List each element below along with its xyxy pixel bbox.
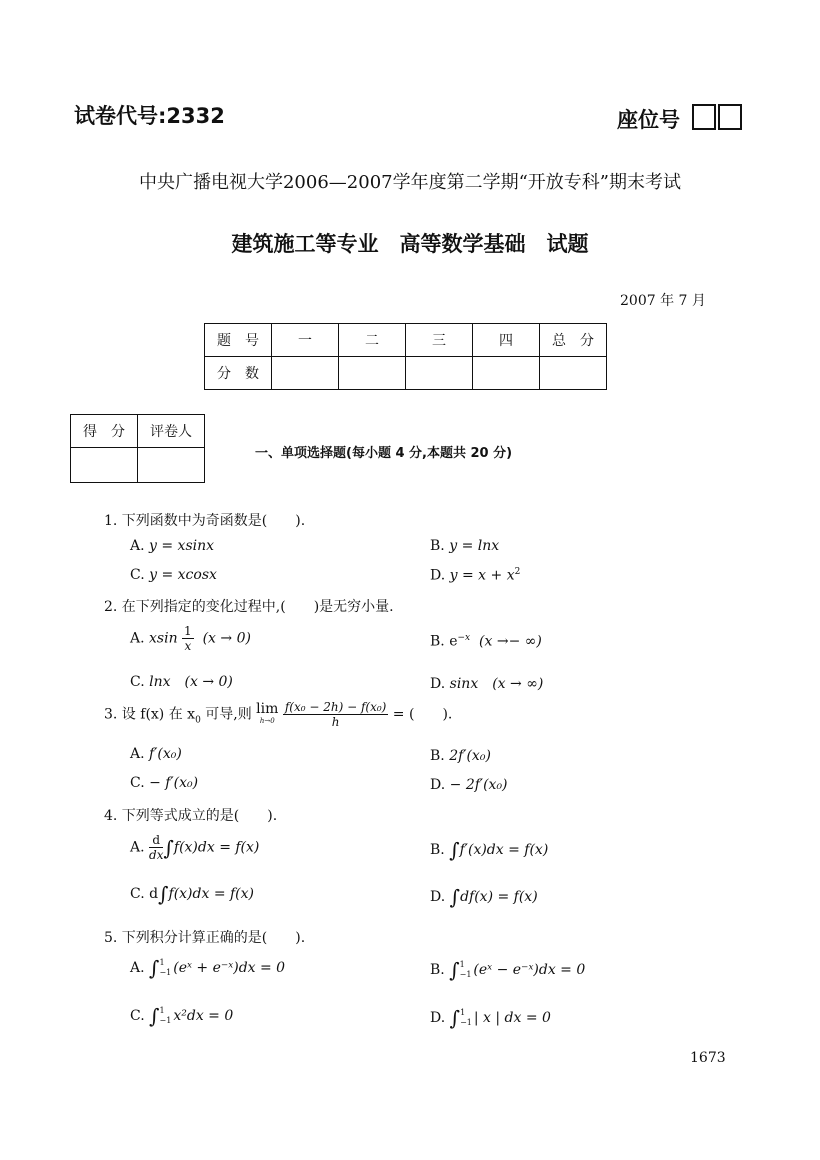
question-5-option-d: D. ∫ 1 −1 | x | dx = 0 (430, 1006, 551, 1030)
question-3-option-c: C. − f′(x₀) (130, 775, 199, 791)
score-table-cell: 三 (406, 324, 473, 357)
question-2-option-b: B. $e^{-x}$ (x →− ∞) (430, 633, 542, 650)
score-entry-cell[interactable] (473, 357, 540, 390)
question-5-option-c: C. ∫ 1 −1 x²dx = 0 (130, 1004, 234, 1028)
page-number: 1673 (690, 1050, 726, 1066)
score-table-cell: 分 数 (205, 357, 272, 390)
grader-entry-cell[interactable] (71, 448, 138, 483)
question-3-stem: 3. 设 f(x) 在 $x_0$ 可导,则 lim h→0 $\frac{\text{f(x₀ − 2h) − f(x₀)}}{h}$ = ( ). (104, 700, 453, 729)
score-table-cell: 一 (272, 324, 339, 357)
score-table-cell: 总 分 (540, 324, 607, 357)
exam-date: 2007 年 7 月 (620, 293, 706, 309)
score-table-cell: 二 (339, 324, 406, 357)
question-4-option-c: C. d∫f(x)dx = f(x) (130, 882, 255, 906)
question-2-option-c: C. lnx (x → 0) (130, 674, 233, 690)
grader-table-cell: 评卷人 (138, 415, 205, 448)
question-2-stem: 2. 在下列指定的变化过程中,( )是无穷小量. (104, 599, 394, 615)
question-2-option-a: A. xsin $\frac{1}{x}$ (x → 0) (130, 624, 251, 653)
seat-number-box[interactable] (692, 104, 716, 130)
grader-table (70, 414, 205, 483)
question-1-option-b: B. y = lnx (430, 538, 500, 554)
question-1-option-a: A. y = xsinx (130, 538, 215, 554)
grader-table-cell: 得 分 (71, 415, 138, 448)
seat-number-box[interactable] (718, 104, 742, 130)
question-4-option-d: D. ∫df(x) = f(x) (430, 885, 538, 909)
question-3-option-d: D. − 2f′(x₀) (430, 777, 508, 793)
question-5-stem: 5. 下列积分计算正确的是( ). (104, 930, 306, 946)
question-4-option-b: B. ∫f′(x)dx = f(x) (430, 838, 549, 862)
score-entry-cell[interactable] (339, 357, 406, 390)
paper-code: 试卷代号:2332 (74, 104, 225, 128)
score-entry-cell[interactable] (540, 357, 607, 390)
score-table-header-row (205, 324, 607, 357)
score-entry-cell[interactable] (272, 357, 339, 390)
section-title: 一、单项选择题(每小题 4 分,本题共 20 分) (255, 446, 513, 461)
question-2-option-d: D. sinx (x → ∞) (430, 676, 544, 692)
question-1-option-c: C. y = xcosx (130, 567, 217, 583)
question-1-stem: 1. 下列函数中为奇函数是( ). (104, 513, 306, 529)
grader-entry-cell[interactable] (138, 448, 205, 483)
question-3-option-a: A. f′(x₀) (130, 746, 182, 762)
exam-subtitle: 建筑施工等专业 高等数学基础 试题 (231, 232, 589, 256)
score-table-cell: 题 号 (205, 324, 272, 357)
question-5-option-a: A. ∫ 1 −1 (eˣ + e⁻ˣ)dx = 0 (130, 956, 286, 980)
score-table (204, 323, 607, 390)
seat-number-label: 座位号 (617, 108, 680, 132)
question-1-option-d: D. $y = x + x^2$ (430, 567, 521, 584)
score-table-cell: 四 (473, 324, 540, 357)
question-4-option-a: A. $\frac{d}{dx}$ ∫f(x)dx = f(x) (130, 833, 260, 862)
question-5-option-b: B. ∫ 1 −1 (eˣ − e⁻ˣ)dx = 0 (430, 958, 586, 982)
question-4-stem: 4. 下列等式成立的是( ). (104, 808, 278, 824)
exam-title: 中央广播电视大学2006—2007学年度第二学期“开放专科”期末考试 (138, 172, 682, 193)
score-table-score-row (205, 357, 607, 390)
question-3-option-b: B. 2f′(x₀) (430, 748, 491, 764)
score-entry-cell[interactable] (406, 357, 473, 390)
